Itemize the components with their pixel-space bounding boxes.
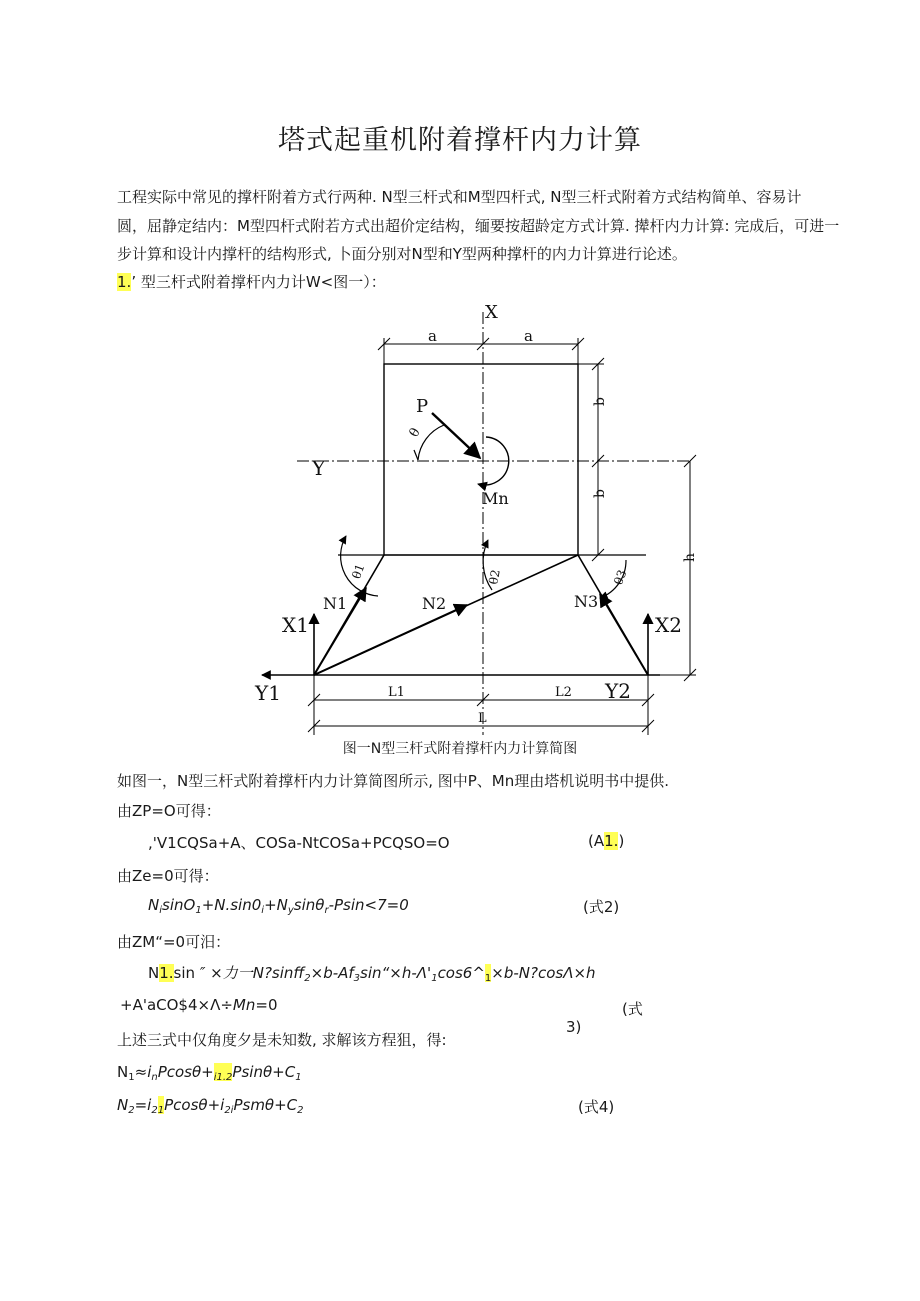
label-mn: Mn	[482, 489, 509, 508]
equation-2-number: (式2)	[583, 898, 620, 916]
condition-1: 由ZP=O可得：	[117, 802, 221, 820]
label-theta: θ	[406, 425, 424, 440]
condition-3: 由ZM“=0可汨：	[117, 933, 231, 951]
label-b-bottom: b	[592, 489, 608, 498]
label-theta3: θ3	[611, 567, 630, 587]
equation-3-line-1: N1.sin ″ ×力一$N?sinff_2\times b-Af_3\sin“\times h-\Lambda'_1\cos 6\^{}_1\times b-N?\cos\Lambda\times h$	[148, 964, 596, 984]
label-theta2: θ2	[486, 568, 503, 586]
equation-4-number: (式4)	[578, 1098, 615, 1116]
label-n2: N2	[422, 594, 447, 613]
intro-line-1: 工程实际中常见的撑杆附着方式行两种. N型三杆式和M型四杆式, N型三杆式附着方式结构简单、容易计	[117, 188, 802, 206]
label-p: P	[416, 396, 429, 417]
equation-3-line-2: +A'aCO$4×Λ÷Mn=0	[120, 996, 278, 1014]
label-b-top: b	[592, 397, 608, 406]
label-h: h	[682, 552, 698, 562]
label-x: X	[485, 302, 498, 323]
paragraph-1: 如图一，N型三杆式附着撑杆内力计算简图所示, 图中P、Mn理由塔机说明书中提供.	[117, 772, 670, 790]
section-1-text: ’ 型三杆式附着撑杆内力计W<图一）：	[131, 273, 386, 291]
equation-2: $N_i\sin O_1+N.\sin 0_i+N_y\sin\theta_r-Psin<7=0$	[148, 896, 409, 916]
structure-diagram	[230, 292, 700, 737]
label-theta1: θ1	[349, 561, 368, 581]
intro-line-3: 步计算和设计内撑杆的结构形式, 卜面分别对N型和Y型两种撑杆的内力计算进行论述。	[117, 245, 687, 263]
label-l: L	[478, 711, 487, 726]
label-x2: X2	[655, 613, 682, 637]
tower-frame	[384, 364, 578, 555]
label-n3: N3	[574, 592, 599, 611]
figure-caption: 图一N型三杆式附着撑杆内力计算简图	[342, 741, 578, 757]
label-y2: Y2	[605, 679, 631, 703]
label-a-left: a	[428, 327, 437, 345]
force-p	[432, 413, 480, 458]
label-l1: L1	[388, 685, 405, 700]
label-a-right: a	[524, 327, 533, 345]
label-l2: L2	[555, 685, 572, 700]
equation-1-number: (A1.)	[588, 832, 625, 850]
result-n2: $N_2=i_{21}Pcos\theta+i_{2i}Psm\theta+C_2$	[117, 1096, 304, 1116]
paragraph-2: 上述三式中仅角度夕是未知数, 求解该方程狙，得:	[117, 1031, 447, 1049]
label-x1: X1	[282, 613, 309, 637]
equation-1: ,'V1CQSa+A、COSa-NtCOSa+PCQSO=O	[148, 834, 450, 852]
label-y: Y	[312, 456, 326, 480]
section-number: 1.	[117, 273, 132, 291]
equation-3-number-a: (式	[622, 1000, 643, 1018]
condition-2: 由Ze=0可得：	[117, 867, 219, 885]
intro-line-2: 圆，屈静定结内：M型四杆式附若方式出超价定结构，缅要按超龄定方式计算. 撵杆内力计算: 完成后，可进一	[117, 217, 840, 235]
page-title: 塔式起重机附着撑杆内力计算	[278, 125, 642, 156]
label-y1: Y1	[255, 681, 281, 705]
equation-3-number-b: 3)	[566, 1018, 582, 1036]
label-n1: N1	[323, 594, 348, 613]
result-n1: $N_1\approx i_nPcos\theta+_{i1.2}Psin\theta+C_1$	[117, 1063, 302, 1083]
